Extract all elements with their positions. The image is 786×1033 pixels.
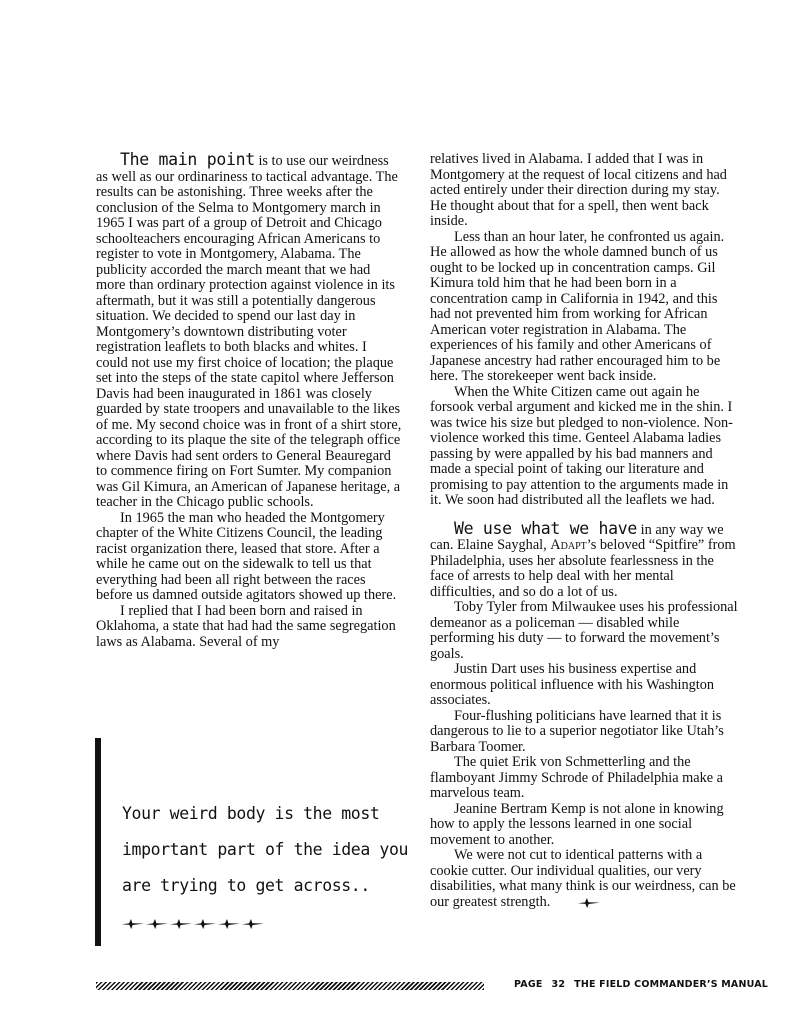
- star-ornament-icon: [170, 916, 192, 926]
- paragraph: In 1965 the man who headed the Montgomery chapter of the White Citizens Council, the leading racist organization there, leased that store. After a while he came out on the sidewalk to tell us that everything had been all right between the races before us damned outside agitators showed up there.: [96, 509, 397, 603]
- star-ornament-icon: [218, 916, 240, 926]
- paragraph: Jeanine Bertram Kemp is not alone in knowing how to apply the lessons learned in one social movement to another.: [430, 800, 724, 848]
- left-column: [96, 152, 402, 650]
- star-ornament-icon: [146, 916, 168, 926]
- star-ornament-icon: [122, 916, 144, 926]
- pull-quote: [95, 738, 409, 946]
- paragraph: The quiet Erik von Schmetterling and the flamboyant Jimmy Schrode of Philadelphia make a marvelous team.: [430, 754, 724, 801]
- page-label: PAGE: [514, 979, 543, 990]
- star-ornament-row: [122, 916, 264, 926]
- book-title: THE FIELD COMMANDER’S MANUAL: [574, 979, 769, 990]
- lead-in-phrase: The main point: [120, 150, 255, 169]
- end-mark-star-icon: [554, 897, 576, 907]
- paragraph: Justin Dart uses his business expertise and enormous political influence with his Washington associates.: [430, 661, 715, 708]
- lead-in-phrase: We use what we have: [454, 518, 638, 538]
- paragraph-text: is to use our weirdness as well as our ordinariness to tactical advantage. The results can be astonishing. Three weeks after the conclusion of the Selma to Montgomery march in 1965 I was part of a group of Detroit and Chicago schoolteachers encouraging African Americans to register to vote in Montgomery, Alabama. The publicity accorded the march meant that we had more than ordinary protection against violence in its aftermath, but it was still a potentially dangerous situation. We decided to spend our last day in Montgomery’s downtown distributing voter registration leaflets to both blacks and whites. I could not use my first choice of location; the plaque set into the steps of the state capitol where Jefferson Davis had been inaugurated in 1861 was closely guarded by state troopers and unavailable to the likes of me. My second choice was in front of a shirt store, according to its plaque the site of the telegraph office where Davis had sent orders to General Beauregard to commence firing on Fort Sumter. My companion was Gil Kimura, an American of Japanese heritage, a teacher in the Chicago public schools.: [96, 153, 402, 510]
- paragraph: relatives lived in Alabama. I added that I was in Montgomery at the request of local citizens and had acted entirely under their direction during my stay. He thought about that for a spell, then went back inside.: [430, 151, 727, 229]
- page-footer: [514, 979, 769, 990]
- paragraph: [430, 518, 738, 601]
- paragraph-text: We were not cut to identical patterns with a cookie cutter. Our individual qualities, our very disabilities, what many think is our weirdness, can be our greatest strength.: [430, 847, 736, 910]
- right-column: [430, 152, 738, 910]
- paragraph: I replied that I had been born and raised in Oklahoma, a state that had had the same segregation laws as Alabama. Several of my: [96, 602, 396, 650]
- paragraph: Toby Tyler from Milwaukee uses his professional demeanor as a policeman — disabled while performing his duty — to forward the movement’s goals.: [430, 599, 738, 662]
- paragraph-text: ’s beloved “Spitfire” from Philadelphia, uses her absolute fearlessness in the face of arrests to help deal with her mental difficulties, and so do a lot of us.: [430, 537, 736, 600]
- pull-quote-line: important part of the idea you: [122, 840, 409, 859]
- footer-hatched-rule: [96, 982, 484, 990]
- paragraph: Less than an hour later, he confronted us again. He allowed as how the whole damned bunch of us ought to be locked up in concentration camps. Gil Kimura told him that he had been born in a concentration camp in California in 1942, and this had not prevented him from working for African American voter registration in Alabama. The experiences of his family and other Americans of Japanese ancestry had rather encouraged him to be here. The storekeeper went back inside.: [430, 228, 725, 384]
- pull-quote-line: are trying to get across..: [122, 876, 370, 895]
- paragraph: Four-flushing politicians have learned that it is dangerous to lie to a superior negotiator like Utah’s Barbara Toomer.: [430, 707, 724, 755]
- pull-quote-bar: [95, 738, 101, 946]
- paragraph: [430, 848, 738, 910]
- pull-quote-text: [122, 796, 409, 904]
- star-ornament-icon: [242, 916, 264, 926]
- organization-name: Adapt: [550, 537, 587, 553]
- paragraph: When the White Citizen came out again he forsook verbal argument and kicked me in the shin. I was twice his size but pledged to non-violence. Non-violence worked this time. Genteel Alabama ladies passing by were appalled by his bad manners and made a special point of taking our literature and promising to pay attention to the arguments made in it. We soon had distributed all the leaflets we had.: [430, 383, 733, 508]
- paragraph: [96, 152, 402, 511]
- pull-quote-line: Your weird body is the most: [122, 804, 380, 823]
- star-ornament-icon: [194, 916, 216, 926]
- page-number: 32: [551, 979, 566, 990]
- paragraph-text: in any way we can. Elaine Sayghal,: [430, 521, 724, 553]
